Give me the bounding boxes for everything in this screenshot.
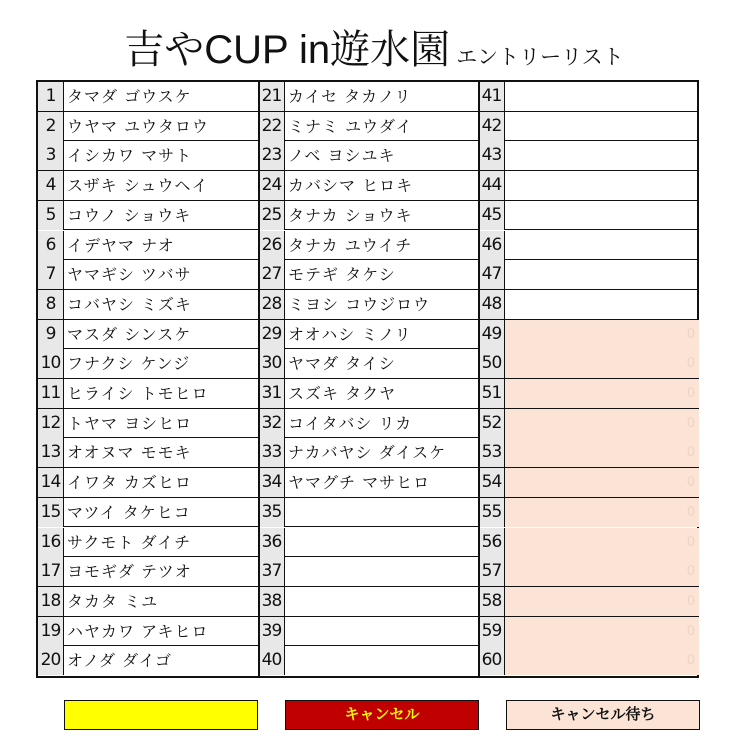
- entry-name: [285, 260, 479, 289]
- entry-name-text: ヒライシ トモヒロ: [67, 384, 209, 403]
- entry-name: [285, 112, 479, 141]
- entry-name-text: オオハシ ミノリ: [288, 324, 412, 344]
- entry-name: [505, 290, 699, 319]
- table-row: [479, 557, 699, 587]
- table-row: [38, 141, 259, 171]
- table-row: [259, 82, 479, 112]
- table-row: [479, 349, 699, 379]
- entry-name: [64, 171, 259, 200]
- entry-name: [64, 646, 259, 675]
- entry-name-text: スズキ タクヤ: [288, 384, 397, 403]
- entry-name-text: ウヤマ ユウタロウ: [67, 116, 209, 136]
- table-row: [479, 231, 699, 261]
- entry-value: 0: [686, 653, 696, 669]
- title-sub: エントリーリスト: [456, 45, 624, 69]
- entry-name-text: イデヤマ ナオ: [67, 235, 175, 255]
- entry-name: [505, 320, 699, 349]
- table-row: [259, 141, 479, 171]
- entry-name: [64, 528, 259, 557]
- entry-name: [285, 498, 479, 527]
- entry-name: [505, 528, 699, 557]
- entry-name: [505, 141, 699, 170]
- entry-number: 27: [259, 260, 285, 289]
- entry-name: [285, 290, 479, 319]
- table-row: [38, 409, 259, 439]
- table-row: [259, 646, 479, 676]
- table-row: [38, 498, 259, 528]
- entry-name-text: コイタバシ リカ: [288, 413, 413, 433]
- entry-number: 46: [479, 231, 505, 260]
- table-row: [479, 646, 699, 676]
- table-row: [38, 438, 259, 468]
- entry-name: [64, 112, 259, 141]
- table-row: [259, 617, 479, 647]
- table-row: [259, 587, 479, 617]
- entry-name: [505, 438, 699, 467]
- entry-number: 22: [259, 112, 285, 141]
- entry-column: [479, 82, 699, 676]
- entry-name-text: ヤマグチ マサヒロ: [288, 473, 431, 493]
- entry-number: 49: [479, 320, 505, 349]
- entry-name: [64, 290, 259, 319]
- entry-name-text: マスダ シンスケ: [67, 324, 192, 344]
- entry-number: 40: [259, 646, 285, 675]
- entry-name-text: イワタ カズヒロ: [67, 473, 192, 493]
- table-row: [479, 201, 699, 231]
- entry-number: 6: [38, 231, 64, 260]
- entry-name-text: フナクシ ケンジ: [67, 354, 191, 374]
- entry-name: [64, 231, 259, 260]
- entry-name: [285, 587, 479, 616]
- entry-name: [285, 646, 479, 675]
- entry-name: [505, 617, 699, 646]
- table-row: [259, 201, 479, 231]
- entry-number: 21: [259, 82, 285, 111]
- table-row: [38, 290, 259, 320]
- entry-value: 0: [686, 564, 696, 580]
- table-row: [479, 112, 699, 142]
- entry-name: [285, 171, 479, 200]
- entry-number: 56: [479, 528, 505, 557]
- table-row: [259, 260, 479, 290]
- table-row: [479, 320, 699, 350]
- entry-name: [285, 379, 479, 408]
- table-row: [38, 82, 259, 112]
- entry-name: [285, 409, 479, 438]
- entry-number: 15: [38, 498, 64, 527]
- entry-name: [285, 528, 479, 557]
- entry-name-text: ミナミ ユウダイ: [288, 116, 413, 136]
- table-row: [38, 320, 259, 350]
- entry-name-text: トヤマ ヨシヒロ: [67, 413, 193, 433]
- table-row: [479, 141, 699, 171]
- entry-list-table: [36, 80, 699, 678]
- entry-number: 23: [259, 141, 285, 170]
- entry-number: 42: [479, 112, 505, 141]
- entry-name: [285, 201, 479, 230]
- entry-value: 0: [686, 534, 696, 550]
- legend-swatch: キャンセル待ち: [506, 700, 700, 730]
- entry-number: 32: [259, 409, 285, 438]
- table-row: [259, 320, 479, 350]
- column-divider: [258, 82, 260, 676]
- page-title: [0, 18, 748, 74]
- entry-name-text: タマダ ゴウスケ: [67, 87, 192, 106]
- entry-name: [505, 82, 699, 111]
- entry-number: 45: [479, 201, 505, 230]
- table-row: [259, 468, 479, 498]
- entry-number: 57: [479, 557, 505, 586]
- entry-number: 50: [479, 349, 505, 378]
- entry-value: 0: [686, 623, 696, 639]
- entry-value: 0: [686, 386, 696, 401]
- table-row: [38, 112, 259, 142]
- entry-number: 19: [38, 617, 64, 646]
- entry-name: [64, 557, 259, 586]
- table-row: [259, 171, 479, 201]
- entry-name: [505, 112, 699, 141]
- entry-number: 33: [259, 438, 285, 467]
- entry-value: 0: [686, 356, 696, 372]
- entry-number: 14: [38, 468, 64, 497]
- entry-number: 37: [259, 557, 285, 586]
- entry-value: 0: [686, 504, 696, 520]
- legend-swatch: キャンセル: [285, 700, 479, 730]
- table-row: [38, 617, 259, 647]
- entry-column: [259, 82, 479, 676]
- table-row: [479, 409, 699, 439]
- entry-number: 36: [259, 528, 285, 557]
- entry-number: 53: [479, 438, 505, 467]
- table-row: [259, 112, 479, 142]
- entry-value: 0: [686, 415, 696, 431]
- entry-name: [505, 468, 699, 497]
- entry-name: [505, 349, 699, 378]
- entry-number: 28: [259, 290, 285, 319]
- entry-number: 11: [38, 379, 64, 408]
- entry-value: 0: [686, 593, 696, 609]
- column-divider: [478, 82, 480, 676]
- entry-name: [505, 557, 699, 586]
- entry-value: 0: [686, 445, 696, 461]
- entry-number: 3: [38, 141, 64, 170]
- entry-number: 2: [38, 112, 64, 141]
- entry-number: 10: [38, 349, 64, 378]
- entry-number: 38: [259, 587, 285, 616]
- entry-name-text: オオヌマ モモキ: [67, 443, 192, 463]
- table-row: [38, 468, 259, 498]
- entry-number: 16: [38, 528, 64, 557]
- entry-name: [64, 498, 259, 527]
- entry-name: [505, 409, 699, 438]
- entry-name: [64, 82, 259, 111]
- entry-number: 24: [259, 171, 285, 200]
- entry-name: [64, 320, 259, 349]
- entry-name-text: カイセ タカノリ: [288, 87, 412, 106]
- table-row: [38, 557, 259, 587]
- entry-number: 25: [259, 201, 285, 230]
- entry-name: [285, 557, 479, 586]
- entry-name: [64, 141, 259, 170]
- entry-name: [64, 468, 259, 497]
- entry-name: [285, 349, 479, 378]
- entry-name: [64, 438, 259, 467]
- table-row: [259, 438, 479, 468]
- entry-number: 41: [479, 82, 505, 111]
- entry-name-text: イシカワ マサト: [67, 146, 193, 166]
- entry-name-text: タナカ ショウキ: [288, 205, 413, 225]
- table-row: [38, 587, 259, 617]
- table-row: [259, 290, 479, 320]
- table-row: [479, 617, 699, 647]
- entry-name-text: ヤマギシ ツバサ: [67, 265, 192, 285]
- entry-number: 13: [38, 438, 64, 467]
- table-row: [479, 290, 699, 320]
- entry-number: 31: [259, 379, 285, 408]
- table-row: [38, 646, 259, 676]
- entry-number: 47: [479, 260, 505, 289]
- entry-number: 1: [38, 82, 64, 111]
- legend-swatch: [64, 700, 258, 730]
- entry-name-text: ヨモギダ テツオ: [67, 562, 192, 582]
- entry-name-text: サクモト ダイチ: [67, 532, 192, 552]
- entry-number: 59: [479, 617, 505, 646]
- entry-name: [505, 498, 699, 527]
- entry-number: 30: [259, 349, 285, 378]
- table-row: [479, 171, 699, 201]
- entry-name-text: コウノ ショウキ: [67, 205, 192, 225]
- entry-name: [64, 617, 259, 646]
- entry-number: 54: [479, 468, 505, 497]
- entry-number: 44: [479, 171, 505, 200]
- entry-name: [505, 379, 699, 408]
- table-row: [259, 349, 479, 379]
- entry-name: [505, 260, 699, 289]
- entry-number: 35: [259, 498, 285, 527]
- table-row: [38, 171, 259, 201]
- entry-number: 4: [38, 171, 64, 200]
- entry-name-text: コバヤシ ミズキ: [67, 294, 192, 314]
- entry-name-text: ナカバヤシ ダイスケ: [288, 443, 447, 463]
- entry-name: [285, 82, 479, 111]
- entry-number: 17: [38, 557, 64, 586]
- entry-number: 58: [479, 587, 505, 616]
- table-row: [479, 260, 699, 290]
- table-row: [479, 438, 699, 468]
- entry-number: 20: [38, 646, 64, 675]
- entry-name: [505, 646, 699, 675]
- entry-name: [285, 320, 479, 349]
- entry-name: [505, 171, 699, 200]
- entry-number: 8: [38, 290, 64, 319]
- table-row: [479, 528, 699, 558]
- table-row: [38, 260, 259, 290]
- entry-name-text: マツイ タケヒコ: [67, 502, 191, 522]
- entry-name-text: オノダ ダイゴ: [67, 651, 173, 671]
- entry-name: [285, 438, 479, 467]
- table-row: [38, 528, 259, 558]
- table-row: [259, 528, 479, 558]
- table-row: [38, 231, 259, 261]
- table-row: [38, 349, 259, 379]
- entry-name: [64, 349, 259, 378]
- entry-name-text: タナカ ユウイチ: [288, 235, 413, 255]
- entry-name: [64, 587, 259, 616]
- entry-name-text: ヤマダ タイシ: [288, 354, 396, 374]
- entry-name: [285, 141, 479, 170]
- entry-number: 7: [38, 260, 64, 289]
- table-row: [259, 231, 479, 261]
- table-row: [259, 498, 479, 528]
- entry-name: [64, 379, 259, 408]
- table-row: [259, 409, 479, 439]
- entry-name-text: モテギ タケシ: [288, 265, 396, 285]
- entry-value: 0: [686, 326, 696, 342]
- entry-number: 34: [259, 468, 285, 497]
- entry-column: [38, 82, 259, 676]
- entry-name: [505, 201, 699, 230]
- table-row: [479, 468, 699, 498]
- entry-number: 5: [38, 201, 64, 230]
- table-row: [479, 82, 699, 112]
- entry-number: 29: [259, 320, 285, 349]
- entry-number: 12: [38, 409, 64, 438]
- entry-name: [64, 409, 259, 438]
- table-row: [259, 557, 479, 587]
- entry-name-text: タカタ ミユ: [67, 591, 159, 611]
- entry-name-text: スザキ シュウヘイ: [67, 176, 209, 196]
- entry-value: 0: [686, 475, 696, 491]
- entry-number: 9: [38, 320, 64, 349]
- entry-name: [285, 231, 479, 260]
- entry-name: [64, 260, 259, 289]
- entry-number: 48: [479, 290, 505, 319]
- entry-number: 18: [38, 587, 64, 616]
- table-row: [479, 587, 699, 617]
- table-row: [38, 201, 259, 231]
- table-row: [479, 379, 699, 409]
- entry-number: 60: [479, 646, 505, 675]
- entry-name-text: ミヨシ コウジロウ: [288, 294, 431, 314]
- entry-name-text: カバシマ ヒロキ: [288, 176, 414, 196]
- entry-name: [505, 587, 699, 616]
- entry-name: [505, 231, 699, 260]
- entry-number: 39: [259, 617, 285, 646]
- entry-name: [285, 468, 479, 497]
- entry-number: 55: [479, 498, 505, 527]
- table-row: [479, 498, 699, 528]
- entry-name-text: ノベ ヨシユキ: [288, 146, 396, 166]
- entry-number: 52: [479, 409, 505, 438]
- entry-number: 51: [479, 379, 505, 408]
- entry-number: 43: [479, 141, 505, 170]
- table-row: [259, 379, 479, 409]
- title-main: 吉やCUP in遊水園: [124, 28, 451, 72]
- table-row: [38, 379, 259, 409]
- entry-name: [285, 617, 479, 646]
- entry-name: [64, 201, 259, 230]
- entry-name-text: ハヤカワ アキヒロ: [67, 621, 209, 641]
- entry-number: 26: [259, 231, 285, 260]
